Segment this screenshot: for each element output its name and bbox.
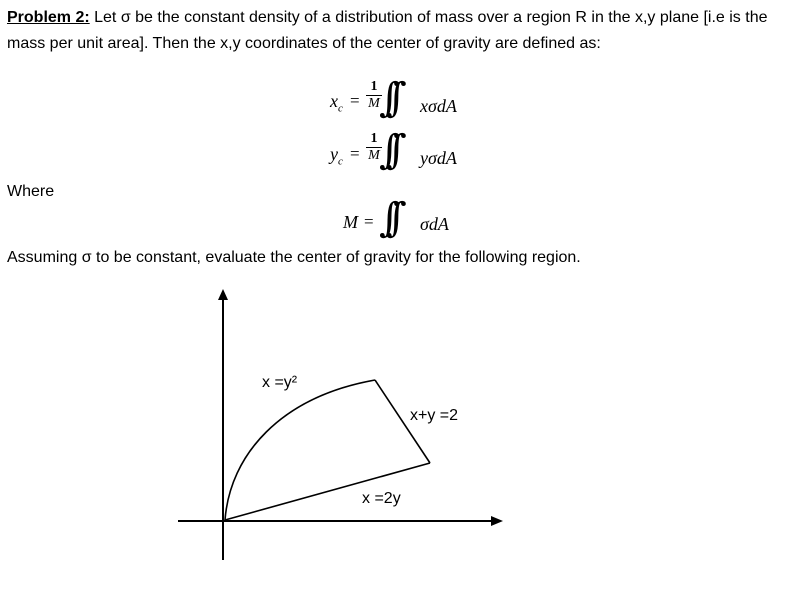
problem-label: Problem 2: [7,9,90,26]
m-equals: = [364,212,374,231]
m-lhs: M [343,212,358,232]
m-integrand: σdA [420,214,449,234]
yc-equals: = [350,144,360,163]
problem-text: Let σ be the constant density of a distribution of mass over a region R in the x,y plane [i.e is the mass per unit area]. Then the x,y coordinates of the center of gravity are defined as: [7,9,768,52]
y-axis-arrow [218,289,228,300]
line-label: x+y =2 [410,407,459,424]
xc-lhs: $x_c$ [330,91,343,115]
assumption-text: Assuming σ to be constant, evaluate the center of gravity for the following region. [7,249,581,266]
yc-fraction: 1 M [366,132,382,163]
yc-double-integral: ∫∫ [379,127,393,173]
m-double-integral: ∫∫ [379,195,393,241]
region-diagram [170,285,510,565]
problem-statement [7,5,782,57]
xc-integrand: xσdA [420,96,457,116]
lower-label: x =2y [362,490,401,507]
yc-lhs: $y_c$ [330,144,343,168]
xc-double-integral: ∫∫ [379,75,393,121]
xc-equals: = [350,91,360,110]
x-axis-arrow [491,516,503,526]
where-label: Where [7,183,55,200]
yc-integrand: yσdA [420,148,457,168]
xc-fraction: 1 M [366,80,382,111]
curve-label: x =y² [262,374,298,391]
